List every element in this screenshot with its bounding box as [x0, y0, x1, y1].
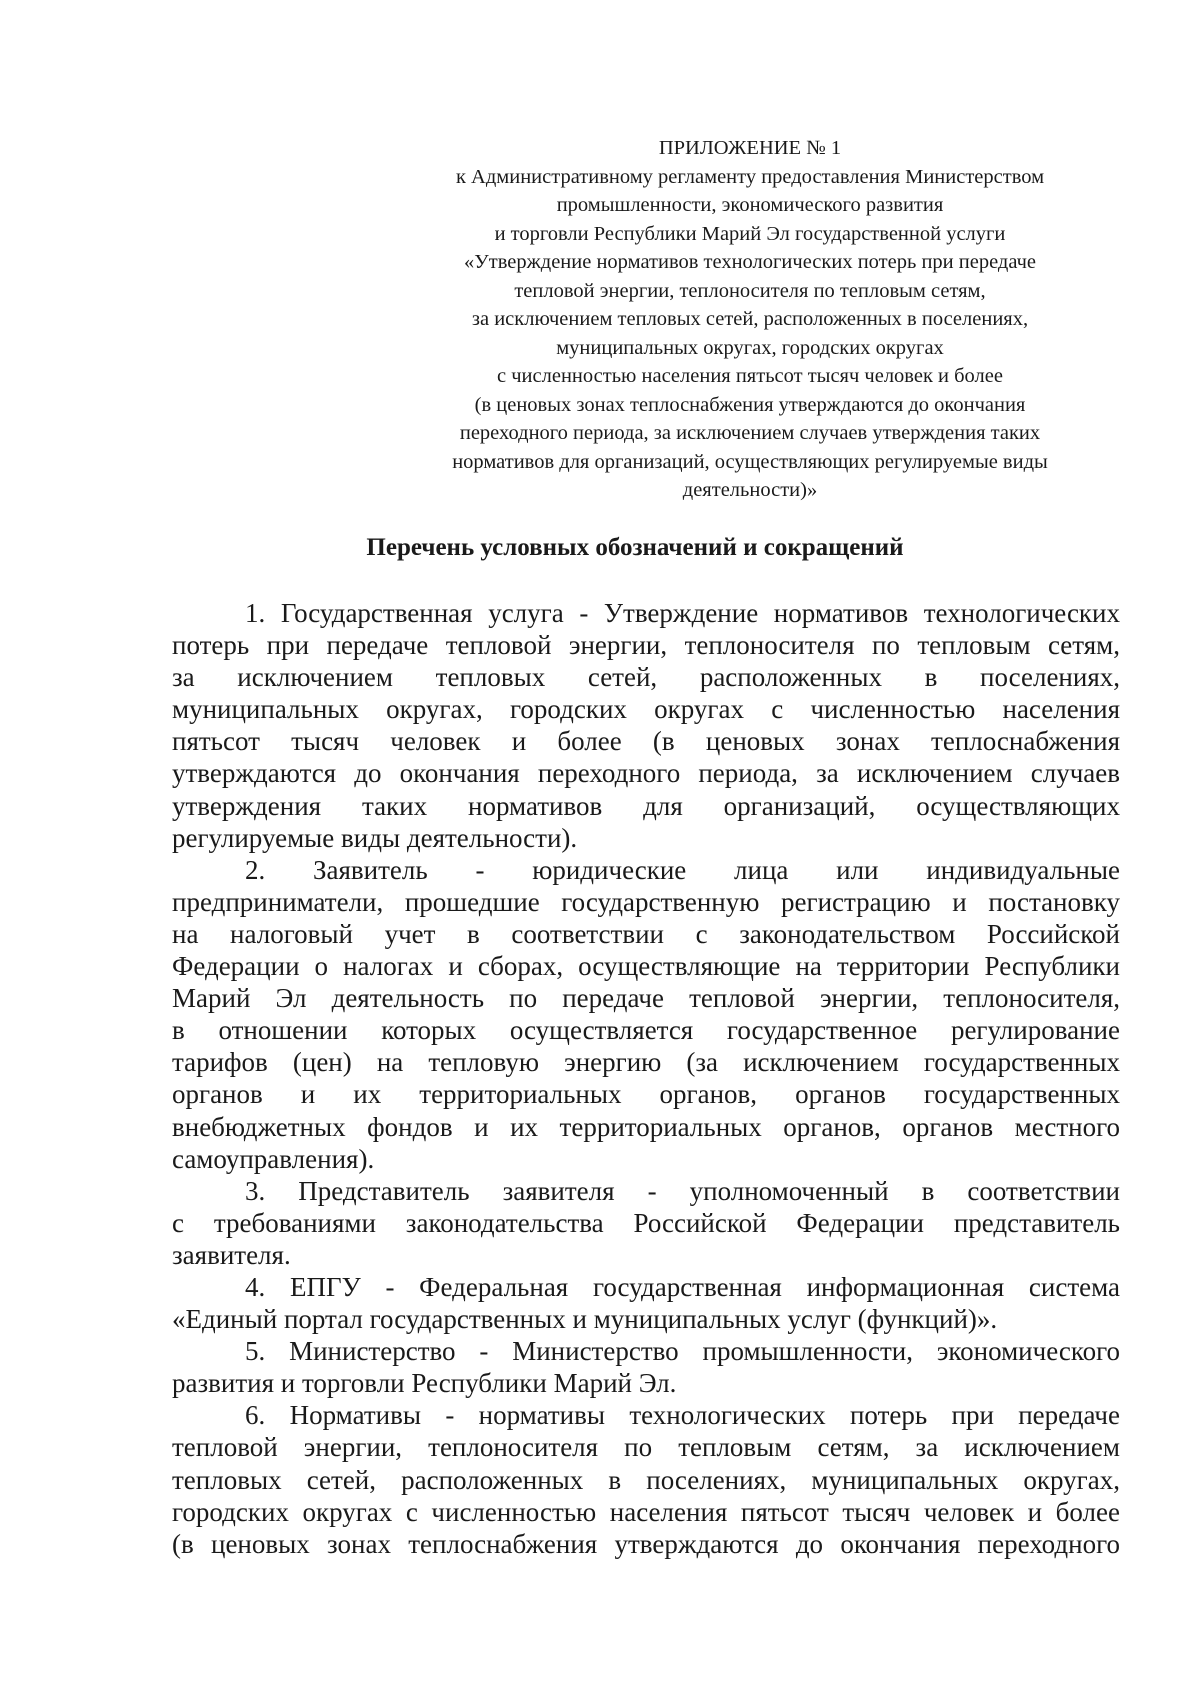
paragraph-line: предприниматели, прошедшие государственную регистрацию и постановку: [172, 886, 1120, 917]
appendix-header: [400, 134, 1100, 505]
paragraph-line: регулируемые виды деятельности).: [172, 822, 578, 853]
paragraph-line: 4. ЕПГУ - Федеральная государственная информационная система: [245, 1271, 1120, 1302]
appendix-line: ПРИЛОЖЕНИЕ № 1: [658, 137, 842, 159]
definition-paragraph-2: [172, 854, 1120, 1175]
paragraph-line: за исключением тепловых сетей, расположенных в поселениях,: [172, 662, 1120, 693]
paragraph-line: пятьсот тысяч человек и более (в ценовых зонах теплоснабжения: [172, 726, 1120, 757]
paragraph-line: органов и их территориальных органов, органов государственных: [172, 1079, 1120, 1110]
paragraph-line: 1. Государственная услуга - Утверждение нормативов технологических: [245, 598, 1120, 628]
paragraph-line: тарифов (цен) на тепловую энергию (за исключением государственных: [172, 1047, 1120, 1078]
paragraph-line: 2. Заявитель - юридические лица или индивидуальные: [245, 854, 1120, 885]
appendix-line: деятельности)»: [682, 479, 818, 501]
appendix-line: муниципальных округах, городских округах: [556, 336, 944, 359]
paragraph-line: развития и торговли Республики Марий Эл.: [172, 1368, 677, 1399]
paragraph-line: тепловых сетей, расположенных в поселениях, муниципальных округах,: [172, 1464, 1120, 1495]
paragraph-line: муниципальных округах, городских округах с численностью населения: [172, 694, 1120, 725]
appendix-line: переходного периода, за исключением случаев утверждения таких: [459, 422, 1041, 444]
definition-paragraph-1: [172, 597, 1120, 854]
appendix-line: промышленности, экономического развития: [556, 194, 944, 216]
appendix-line: «Утверждение нормативов технологических потерь при передаче: [463, 251, 1037, 273]
appendix-line: (в ценовых зонах теплоснабжения утверждаются до окончания: [474, 393, 1026, 416]
definition-paragraph-4: [172, 1271, 1120, 1335]
appendix-line: нормативов для организаций, осуществляющих регулируемые виды: [452, 450, 1048, 473]
appendix-line: и торговли Республики Марий Эл государственной услуги: [494, 222, 1006, 245]
paragraph-line: в отношении которых осуществляется государственное регулирование: [172, 1015, 1120, 1046]
appendix-line: за исключением тепловых сетей, расположенных в поселениях,: [471, 308, 1029, 330]
paragraph-line: 6. Нормативы - нормативы технологических потерь при передаче: [245, 1400, 1120, 1431]
paragraph-line: городских округах с численностью населения пятьсот тысяч человек и более: [172, 1496, 1120, 1527]
paragraph-line: Марий Эл деятельность по передаче тепловой энергии, теплоносителя,: [172, 983, 1120, 1014]
paragraph-line: 3. Представитель заявителя - уполномоченный в соответствии: [245, 1175, 1120, 1206]
paragraph-line: на налоговый учет в соответствии с законодательством Российской: [172, 918, 1120, 949]
paragraph-line: (в ценовых зонах теплоснабжения утверждаются до окончания переходного: [172, 1528, 1120, 1559]
paragraph-line: заявителя.: [172, 1239, 291, 1270]
paragraph-line: 5. Министерство - Министерство промышленности, экономического: [245, 1336, 1120, 1367]
definition-paragraph-5: [172, 1335, 1120, 1399]
definition-paragraph-6: [172, 1399, 1120, 1559]
paragraph-line: утверждения таких нормативов для организаций, осуществляющих: [172, 790, 1120, 821]
paragraph-line: Федерации о налогах и сборах, осуществляющие на территории Республики: [172, 951, 1120, 982]
appendix-line: с численностью населения пятьсот тысяч человек и более: [497, 365, 1003, 387]
definition-paragraph-3: [172, 1175, 1120, 1271]
paragraph-line: потерь при передаче тепловой энергии, теплоносителя по тепловым сетям,: [172, 630, 1120, 661]
paragraph-line: тепловой энергии, теплоносителя по тепловым сетям, за исключением: [172, 1432, 1120, 1463]
paragraph-line: «Единый портал государственных и муниципальных услуг (функций)».: [172, 1304, 998, 1335]
paragraph-line: самоуправления).: [172, 1143, 375, 1174]
appendix-line: тепловой энергии, теплоносителя по тепловым сетям,: [514, 279, 986, 302]
paragraph-line: с требованиями законодательства Российской Федерации представитель: [172, 1207, 1120, 1238]
document-body: [172, 597, 1120, 1560]
paragraph-line: утверждаются до окончания переходного периода, за исключением случаев: [172, 758, 1120, 789]
document-title: Перечень условных обозначений и сокращений: [366, 534, 904, 561]
appendix-line: к Административному регламенту предоставления Министерством: [455, 165, 1045, 188]
paragraph-line: внебюджетных фондов и их территориальных органов, органов местного: [172, 1111, 1120, 1142]
